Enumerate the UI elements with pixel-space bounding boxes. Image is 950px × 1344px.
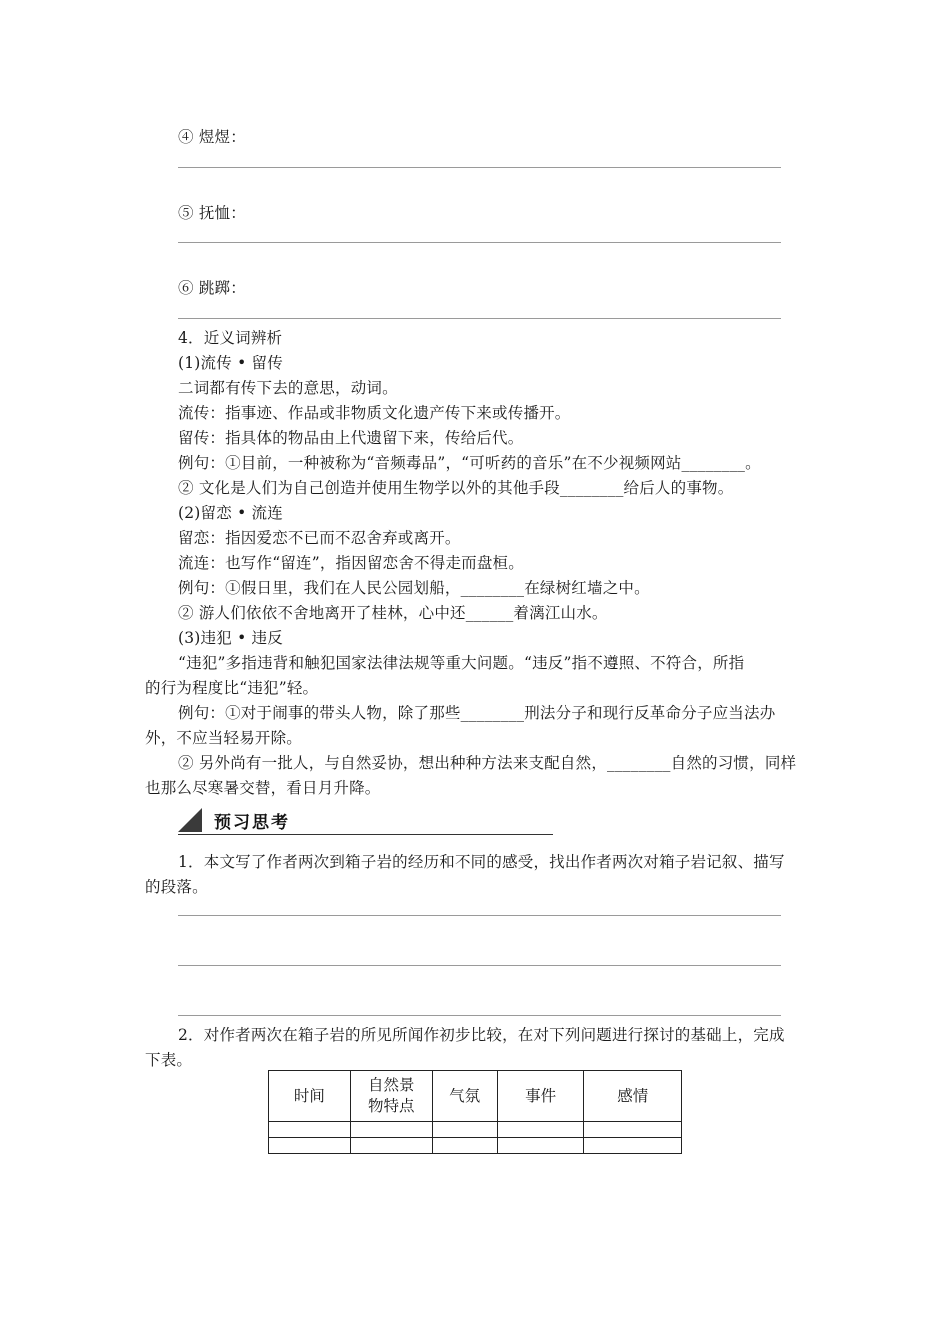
question-2: 2．对作者两次在箱子岩的所见所闻作初步比较，在对下列问题进行探讨的基础上，完成 xyxy=(178,1026,785,1044)
triangle-icon xyxy=(178,808,202,832)
example-sentence: 外，不应当轻易开除。 xyxy=(145,729,303,747)
table-cell[interactable] xyxy=(584,1138,682,1154)
table-row xyxy=(269,1122,682,1138)
table-cell[interactable] xyxy=(584,1122,682,1138)
vocab-item-6: ⑥ 跳踯： xyxy=(178,279,246,297)
synonym-text: 留恋：指因爱恋不已而不忍舍弃或离开。 xyxy=(178,529,461,547)
answer-line xyxy=(178,965,781,966)
synonym-text: 二词都有传下去的意思，动词。 xyxy=(178,379,398,397)
example-sentence: 例句：①目前，一种被称为“音频毒品”，“可听药的音乐”在不少视频网站________。 xyxy=(178,454,761,472)
table-row xyxy=(269,1138,682,1154)
answer-line xyxy=(178,242,781,243)
table-cell[interactable] xyxy=(432,1122,497,1138)
synonym-text: 流连：也写作“留连”，指因留恋舍不得走而盘桓。 xyxy=(178,554,524,572)
example-sentence: 也那么尽寒暑交替，看日月升降。 xyxy=(145,779,381,797)
vocab-item-4: ④ 煜煜： xyxy=(178,128,246,146)
table-cell[interactable] xyxy=(497,1122,584,1138)
synonym-text: 流传：指事迹、作品或非物质文化遗产传下来或传播开。 xyxy=(178,404,571,422)
table-cell[interactable] xyxy=(350,1138,432,1154)
header-time: 时间 xyxy=(269,1071,351,1122)
synonym-text: 留传：指具体的物品由上代遗留下来，传给后代。 xyxy=(178,429,524,447)
header-scenery xyxy=(350,1071,432,1122)
example-sentence: 例句：①对于闹事的带头人物，除了那些________刑法分子和现行反革命分子应当法办 xyxy=(178,704,776,722)
synonym-text: “违犯”多指违背和触犯国家法律法规等重大问题。“违反”指不遵照、不符合，所指 xyxy=(178,654,745,672)
synonym-group-1-title: (1)流传 • 留传 xyxy=(178,354,283,372)
question-1: 1．本文写了作者两次到箱子岩的经历和不同的感受，找出作者两次对箱子岩记叙、描写 xyxy=(178,853,785,871)
table-cell[interactable] xyxy=(497,1138,584,1154)
header-scenery-line1: 自然景 xyxy=(367,1076,415,1094)
table-cell[interactable] xyxy=(269,1138,351,1154)
question-1-cont: 的段落。 xyxy=(145,878,208,896)
synonym-group-3-title: (3)违犯 • 违反 xyxy=(178,629,283,647)
vocab-item-5: ⑤ 抚恤： xyxy=(178,204,246,222)
header-scenery-line2: 物特点 xyxy=(367,1097,415,1115)
example-sentence: 例句：①假日里，我们在人民公园划船，________在绿树红墙之中。 xyxy=(178,579,650,597)
comparison-table xyxy=(268,1070,682,1154)
synonym-text: 的行为程度比“违犯”轻。 xyxy=(145,679,319,697)
table-header-row xyxy=(269,1071,682,1122)
header-event: 事件 xyxy=(497,1071,584,1122)
answer-line xyxy=(178,1015,781,1016)
section-underline xyxy=(178,834,553,835)
answer-line xyxy=(178,915,781,916)
example-sentence: ② 文化是人们为自己创造并使用生物学以外的其他手段________给后人的事物。 xyxy=(178,479,734,497)
header-atmosphere: 气氛 xyxy=(432,1071,497,1122)
answer-line xyxy=(178,167,781,168)
table-cell[interactable] xyxy=(269,1122,351,1138)
header-feeling: 感情 xyxy=(584,1071,682,1122)
answer-line xyxy=(178,318,781,319)
section-header xyxy=(178,804,553,832)
synonyms-heading: 4．近义词辨析 xyxy=(178,329,283,347)
question-2-cont: 下表。 xyxy=(145,1051,193,1069)
table-cell[interactable] xyxy=(350,1122,432,1138)
table-cell[interactable] xyxy=(432,1138,497,1154)
example-sentence: ② 另外尚有一批人，与自然妥协，想出种种方法来支配自然，________自然的习惯，同样 xyxy=(178,754,797,772)
example-sentence: ② 游人们依依不舍地离开了桂林，心中还______着漓江山水。 xyxy=(178,604,608,622)
section-title: 预习思考 xyxy=(214,813,290,833)
synonym-group-2-title: (2)留恋 • 流连 xyxy=(178,504,283,522)
